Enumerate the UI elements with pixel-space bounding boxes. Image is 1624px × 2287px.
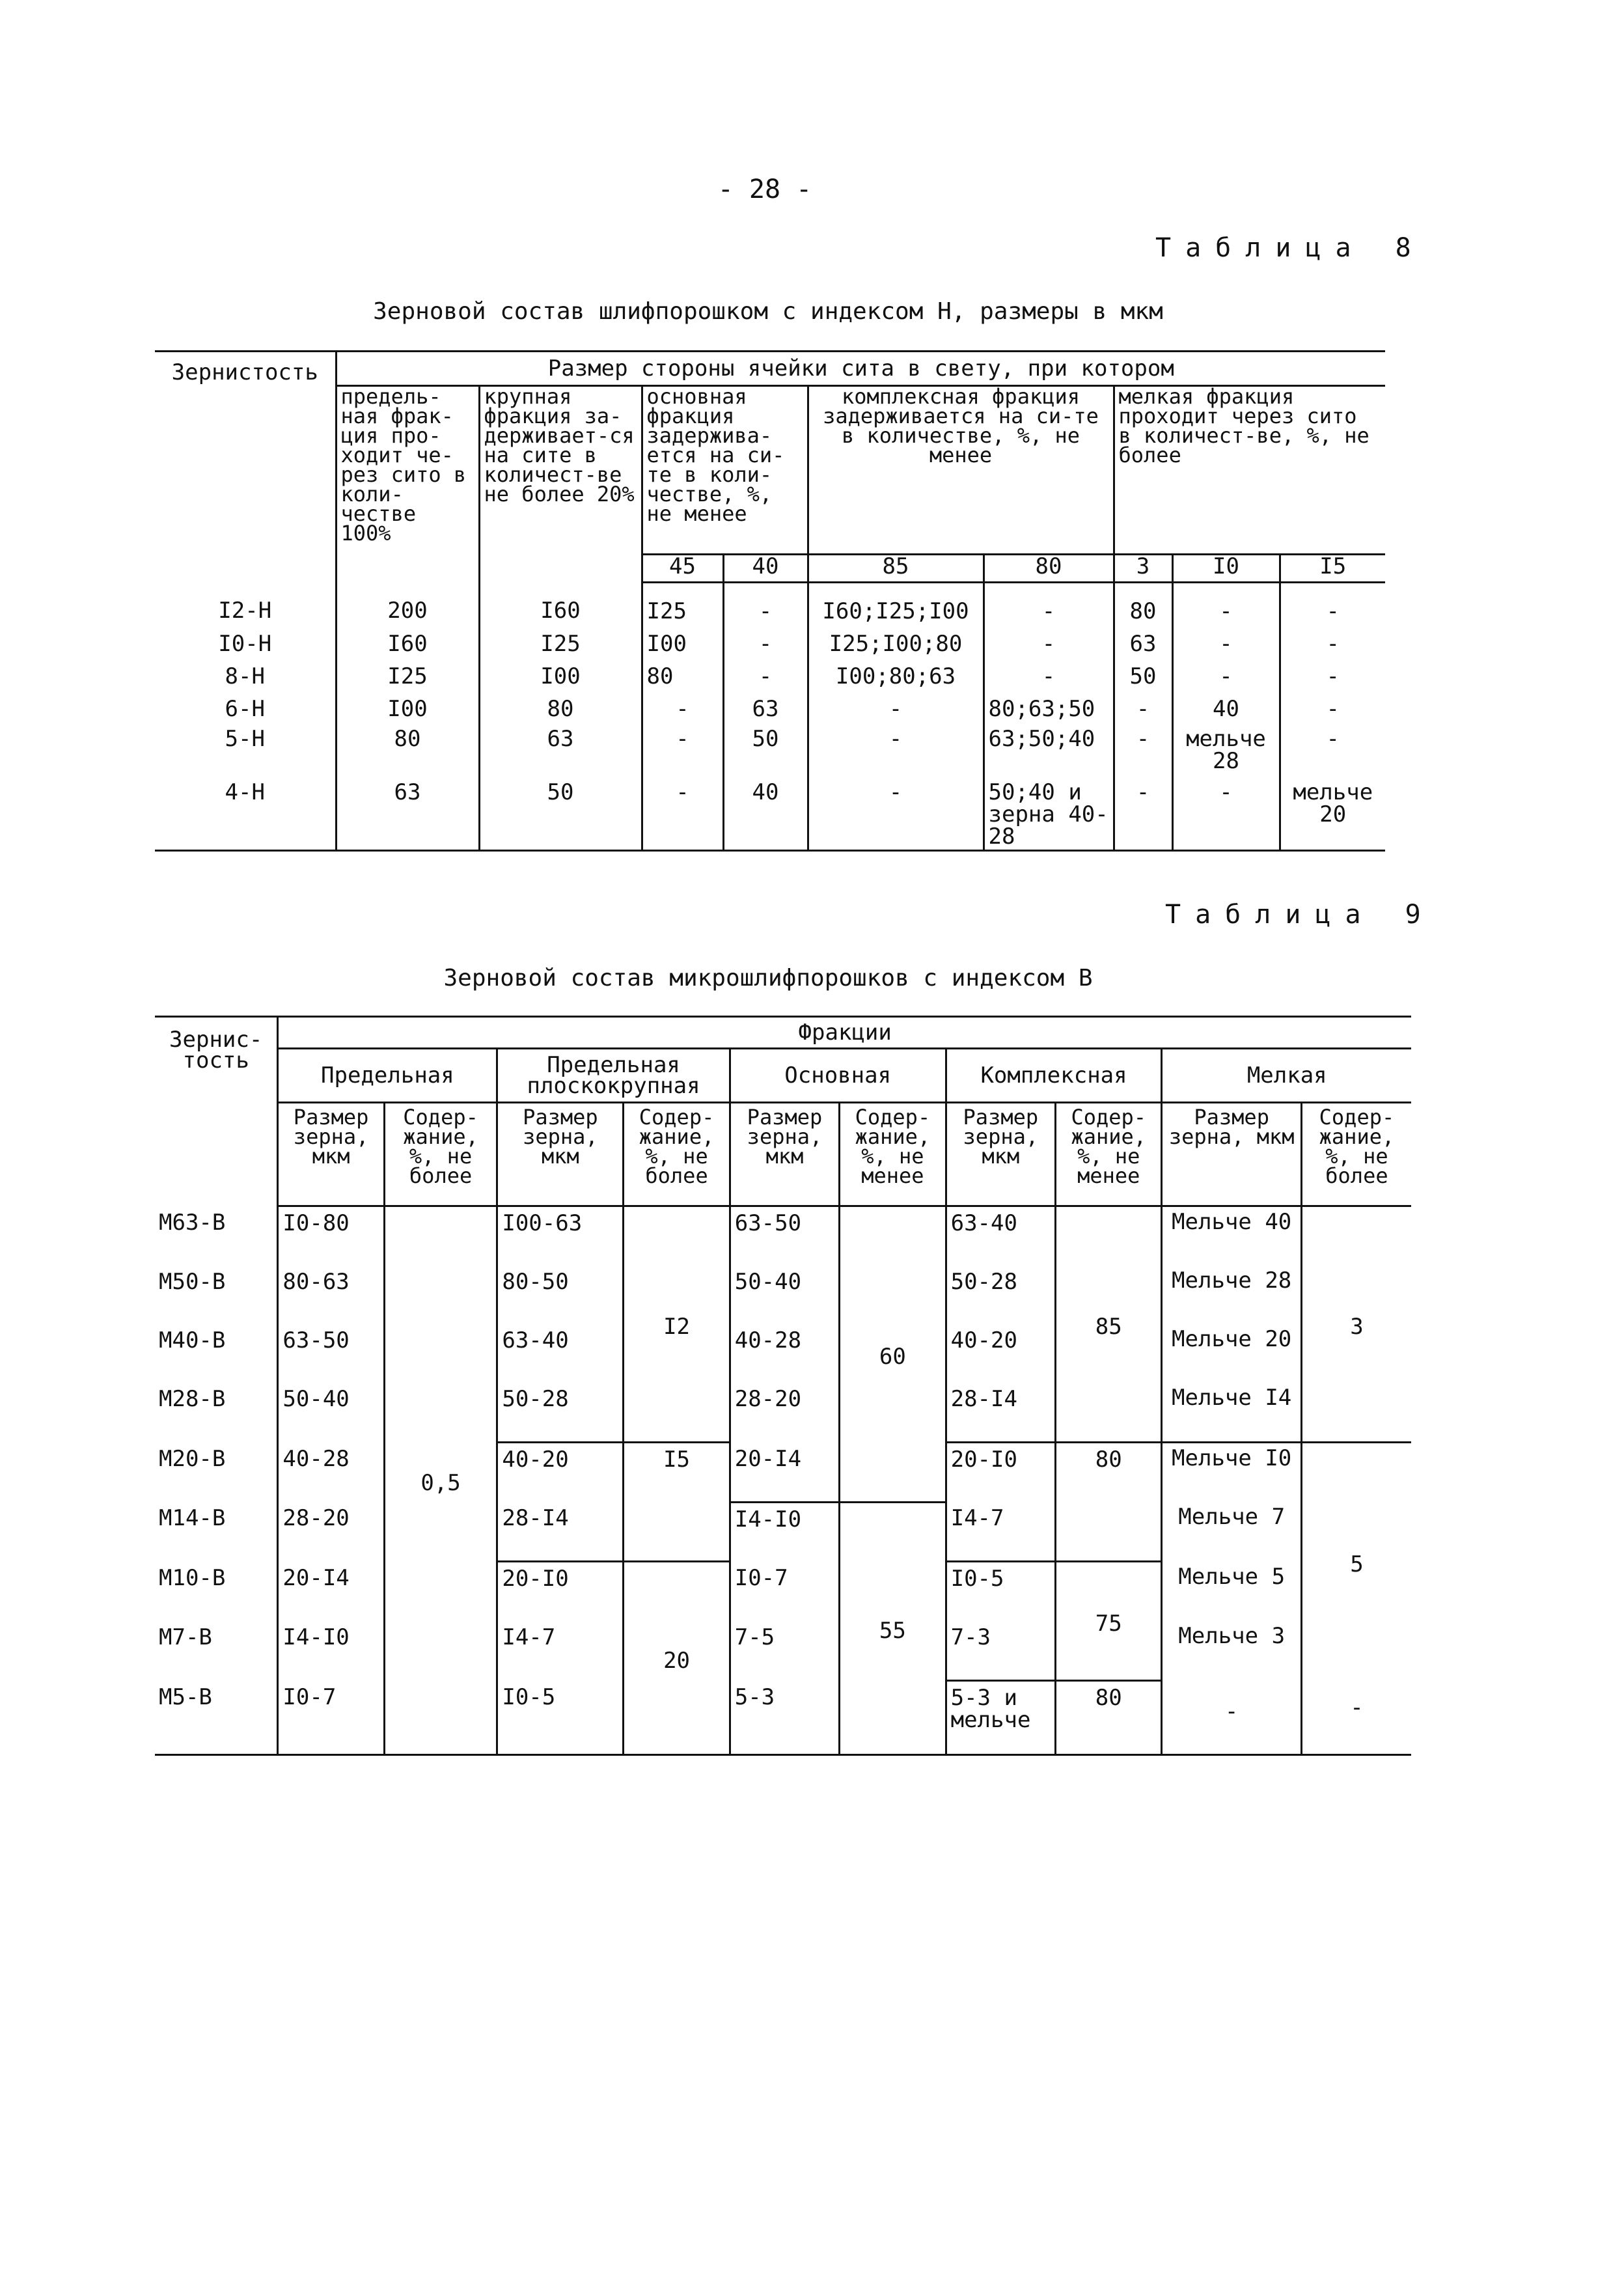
t9-limit-size: 63-50 xyxy=(278,1324,384,1383)
t9-fine-size: Мельче 28 xyxy=(1162,1266,1301,1324)
t9-flat-size: I0-5 xyxy=(497,1681,624,1755)
table-row xyxy=(155,582,1385,628)
table-row xyxy=(155,1621,1411,1681)
t9-grade: М50-В xyxy=(159,1269,226,1295)
t9-grade: М7-В xyxy=(159,1624,212,1650)
t8-cell: - xyxy=(1114,779,1172,851)
t8-cell: мельче 20 xyxy=(1280,779,1385,851)
t8-cell: 63 xyxy=(1114,628,1172,660)
t9-main-header: Основная xyxy=(730,1049,946,1103)
t9-fine-header: Мелкая xyxy=(1162,1049,1411,1103)
t8-cell: - xyxy=(1280,660,1385,693)
t9-complex-content: 80 xyxy=(1056,1681,1162,1755)
t9-limit-size: I0-7 xyxy=(278,1681,384,1755)
table-row xyxy=(155,628,1385,660)
t9-size-header: Размер зерна, мкм xyxy=(497,1103,624,1206)
t8-cell: I25 xyxy=(479,628,642,660)
t8-cell: - xyxy=(723,660,808,693)
t8-coarse-header: крупная фракция за-держивает-ся на сите в количест-ве не более 20% xyxy=(479,386,642,583)
t8-cell: 8-Н xyxy=(225,663,265,689)
t9-main-size: 5-3 xyxy=(730,1681,839,1755)
t9-fine-size: Мельче I0 xyxy=(1162,1443,1301,1503)
t9-grade: М5-В xyxy=(155,1681,278,1755)
t8-cell: 50 xyxy=(1114,660,1172,693)
t9-main-content: 60 xyxy=(840,1206,946,1503)
t9-complex-size: 50-28 xyxy=(946,1266,1055,1324)
t9-flat-size: 63-40 xyxy=(497,1324,624,1383)
t9-flat-size: 20-I0 xyxy=(497,1562,624,1622)
table-row xyxy=(155,1681,1411,1755)
t9-complex-size: 20-I0 xyxy=(946,1443,1055,1503)
t9-flat-content: I5 xyxy=(624,1443,730,1562)
t8-cell: I00;80;63 xyxy=(808,660,984,693)
t8-cell: 50;40 и зерна 40-28 xyxy=(984,779,1114,851)
t8-cell: I25;I00;80 xyxy=(808,628,984,660)
t9-grade: М14-В xyxy=(159,1505,226,1531)
table-row xyxy=(155,1562,1411,1622)
t9-fine-content: 3 xyxy=(1301,1206,1411,1443)
table-9-caption: Зерновой состав микрошлифпорошков с индексом В xyxy=(443,965,1093,991)
t9-grade: М20-В xyxy=(159,1445,226,1472)
table-row xyxy=(155,1502,1411,1562)
table-row xyxy=(155,1443,1411,1503)
table-row xyxy=(155,1383,1411,1443)
t8-cell: I60 xyxy=(479,582,642,628)
t8-cell: I00 xyxy=(642,628,723,660)
t9-col-grain-header: Зернис-тость xyxy=(155,1017,278,1206)
t9-main-content: 55 xyxy=(840,1502,946,1754)
t9-limit-size: 40-28 xyxy=(278,1443,384,1503)
t8-cell: 50 xyxy=(723,725,808,779)
t9-limit-size: 80-63 xyxy=(278,1266,384,1324)
t8-cell: - xyxy=(1172,628,1280,660)
t8-cell: - xyxy=(1280,725,1385,779)
t8-sub-15: I5 xyxy=(1280,554,1385,582)
t8-cell: 4-Н xyxy=(155,779,336,851)
t8-cell: - xyxy=(808,779,984,851)
t9-flat-size: 50-28 xyxy=(497,1383,624,1443)
t9-size-header: Размер зерна, мкм xyxy=(730,1103,839,1206)
t8-fine-header: мелкая фракция проходит через сито в количест-ве, %, не более xyxy=(1114,386,1385,555)
t9-flat-content: 20 xyxy=(624,1562,730,1755)
t9-main-size: 28-20 xyxy=(730,1383,839,1443)
t8-cell: 6-Н xyxy=(225,695,265,722)
t9-flat-size: I4-7 xyxy=(497,1621,624,1681)
t9-grade: М63-В xyxy=(159,1209,226,1236)
t8-sub-45: 45 xyxy=(642,554,723,582)
page-number: - 28 - xyxy=(717,174,812,204)
t8-sub-80: 80 xyxy=(984,554,1114,582)
t8-cell: 40 xyxy=(1172,693,1280,725)
t9-fine-size: Мельче 7 xyxy=(1162,1502,1301,1562)
t9-group-header: Фракции xyxy=(278,1017,1411,1049)
t8-cell: 80 xyxy=(336,725,479,779)
table-9-label: Таблица 9 xyxy=(1165,900,1435,930)
t9-main-size: 40-28 xyxy=(730,1324,839,1383)
t9-complex-header: Комплексная xyxy=(946,1049,1162,1103)
table-row xyxy=(155,1206,1411,1266)
table-9 xyxy=(155,1016,1411,1756)
table-row xyxy=(155,660,1385,693)
t8-cell: - xyxy=(642,725,723,779)
table-row xyxy=(155,1266,1411,1324)
t8-sub-10: I0 xyxy=(1172,554,1280,582)
table-row xyxy=(155,693,1385,725)
t9-flat-size: 80-50 xyxy=(497,1266,624,1324)
t9-size-header: Размер зерна, мкм xyxy=(278,1103,384,1206)
t9-complex-size: 7-3 xyxy=(946,1621,1055,1681)
t9-content-header: Содер-жание, %, не менее xyxy=(840,1103,946,1206)
t8-group-header: Размер стороны ячейки сита в свету, при котором xyxy=(336,352,1385,386)
t8-cell: I60 xyxy=(336,628,479,660)
t9-content-header: Содер-жание, %, не менее xyxy=(1056,1103,1162,1206)
t9-limit-size: I4-I0 xyxy=(278,1621,384,1681)
table-8-caption: Зерновой состав шлифпорошком с индексом Н, размеры в мкм xyxy=(373,298,1163,325)
t8-cell: - xyxy=(1172,582,1280,628)
t8-cell: мельче 28 xyxy=(1172,725,1280,779)
t8-cell: 80 xyxy=(642,660,723,693)
t9-fine-size: Мельче 40 xyxy=(1162,1206,1301,1266)
t9-fine-size: - xyxy=(1162,1681,1301,1755)
t9-fine-size: Мельче 20 xyxy=(1162,1324,1301,1383)
t8-cell: - xyxy=(1172,660,1280,693)
t8-cell: 5-Н xyxy=(225,725,265,752)
t8-cell: 80 xyxy=(479,693,642,725)
t9-flat-size: 40-20 xyxy=(497,1443,624,1503)
t9-grade: М40-В xyxy=(159,1327,226,1353)
t8-cell: 63 xyxy=(336,779,479,851)
t9-fine-size: Мельче I4 xyxy=(1162,1383,1301,1443)
t9-flat-header: Предельная плоскокрупная xyxy=(497,1049,730,1103)
t9-fine-content: 5 xyxy=(1301,1443,1411,1681)
t8-cell: 63 xyxy=(723,693,808,725)
t8-cell: - xyxy=(984,628,1114,660)
t8-cell: - xyxy=(984,582,1114,628)
t9-fine-content: - xyxy=(1301,1681,1411,1755)
t9-limit-content: 0,5 xyxy=(384,1206,497,1755)
t8-cell: I00 xyxy=(479,660,642,693)
table-row xyxy=(155,1324,1411,1383)
t9-complex-size: 63-40 xyxy=(946,1206,1055,1266)
t8-cell: - xyxy=(723,582,808,628)
t9-main-size: I4-I0 xyxy=(730,1502,839,1562)
table-8-label: Таблица 8 xyxy=(1155,233,1425,263)
t8-sub-3: 3 xyxy=(1114,554,1172,582)
t8-cell: - xyxy=(808,693,984,725)
table-8 xyxy=(155,350,1385,852)
t9-complex-content: 80 xyxy=(1056,1443,1162,1562)
t9-complex-size: 40-20 xyxy=(946,1324,1055,1383)
table-row xyxy=(155,779,1385,851)
t9-complex-size: 5-3 и мельче xyxy=(946,1681,1055,1755)
t8-cell: 80 xyxy=(1114,582,1172,628)
t9-flat-size: I00-63 xyxy=(497,1206,624,1266)
t8-cell: I60;I25;I00 xyxy=(808,582,984,628)
t8-cell: 200 xyxy=(336,582,479,628)
t9-limit-size: 50-40 xyxy=(278,1383,384,1443)
t9-complex-content: 75 xyxy=(1056,1562,1162,1681)
t8-cell: - xyxy=(723,628,808,660)
t8-cell: - xyxy=(1114,693,1172,725)
t8-sub-40: 40 xyxy=(723,554,808,582)
t8-cell: - xyxy=(1280,693,1385,725)
t9-complex-content: 85 xyxy=(1056,1206,1162,1443)
t9-main-size: 50-40 xyxy=(730,1266,839,1324)
t9-content-header: Содер-жание, %, не более xyxy=(624,1103,730,1206)
t9-complex-size: I0-5 xyxy=(946,1562,1055,1622)
t8-cell: - xyxy=(984,660,1114,693)
t9-complex-size: I4-7 xyxy=(946,1502,1055,1562)
t9-main-size: I0-7 xyxy=(730,1562,839,1622)
t8-cell: I00 xyxy=(336,693,479,725)
t8-cell: - xyxy=(642,693,723,725)
t9-limit-header: Предельная xyxy=(278,1049,497,1103)
t9-limit-size: 28-20 xyxy=(278,1502,384,1562)
table-row xyxy=(155,725,1385,779)
t8-cell: - xyxy=(1172,779,1280,851)
t9-grade: М28-В xyxy=(159,1386,226,1412)
t9-content-header: Содер-жание, %, не более xyxy=(1301,1103,1411,1206)
t9-complex-size: 28-I4 xyxy=(946,1383,1055,1443)
t8-cell: 63 xyxy=(479,725,642,779)
t8-cell: 50 xyxy=(479,779,642,851)
t8-limit-header: предель-ная фрак-ция про-ходит че-рез сито в коли-честве 100% xyxy=(336,386,479,583)
t9-flat-content: I2 xyxy=(624,1206,730,1443)
t8-cell: 80;63;50 xyxy=(984,693,1114,725)
t8-sub-85: 85 xyxy=(808,554,984,582)
t8-complex-header: комплексная фракция задерживается на си-те в количестве, %, не менее xyxy=(808,386,1114,555)
t8-cell: 40 xyxy=(723,779,808,851)
t9-flat-size: 28-I4 xyxy=(497,1502,624,1562)
t8-main-header: основная фракция задержива-ется на си-те в коли-честве, %, не менее xyxy=(642,386,808,555)
t9-grade: М10-В xyxy=(159,1564,226,1591)
t9-limit-size: I0-80 xyxy=(278,1206,384,1266)
t9-main-size: 20-I4 xyxy=(730,1443,839,1503)
t8-col-grain-header: Зернистость xyxy=(155,352,336,583)
t9-fine-size: Мельче 5 xyxy=(1162,1562,1301,1622)
t9-size-header: Размер зерна, мкм xyxy=(1162,1103,1301,1206)
t8-cell: I2-Н xyxy=(218,597,272,624)
t8-cell: - xyxy=(1280,628,1385,660)
t9-main-size: 7-5 xyxy=(730,1621,839,1681)
t8-cell: - xyxy=(808,725,984,779)
t9-size-header: Размер зерна, мкм xyxy=(946,1103,1055,1206)
t8-cell: - xyxy=(1114,725,1172,779)
t8-cell: I25 xyxy=(642,582,723,628)
t9-fine-size: Мельче 3 xyxy=(1162,1621,1301,1681)
t8-cell: - xyxy=(1280,582,1385,628)
t8-cell: - xyxy=(642,779,723,851)
t9-limit-size: 20-I4 xyxy=(278,1562,384,1622)
t9-main-size: 63-50 xyxy=(730,1206,839,1266)
t8-cell: I25 xyxy=(336,660,479,693)
t8-cell: 63;50;40 xyxy=(984,725,1114,779)
t8-cell: I0-Н xyxy=(218,630,272,657)
t9-content-header: Содер-жание, %, не более xyxy=(384,1103,497,1206)
